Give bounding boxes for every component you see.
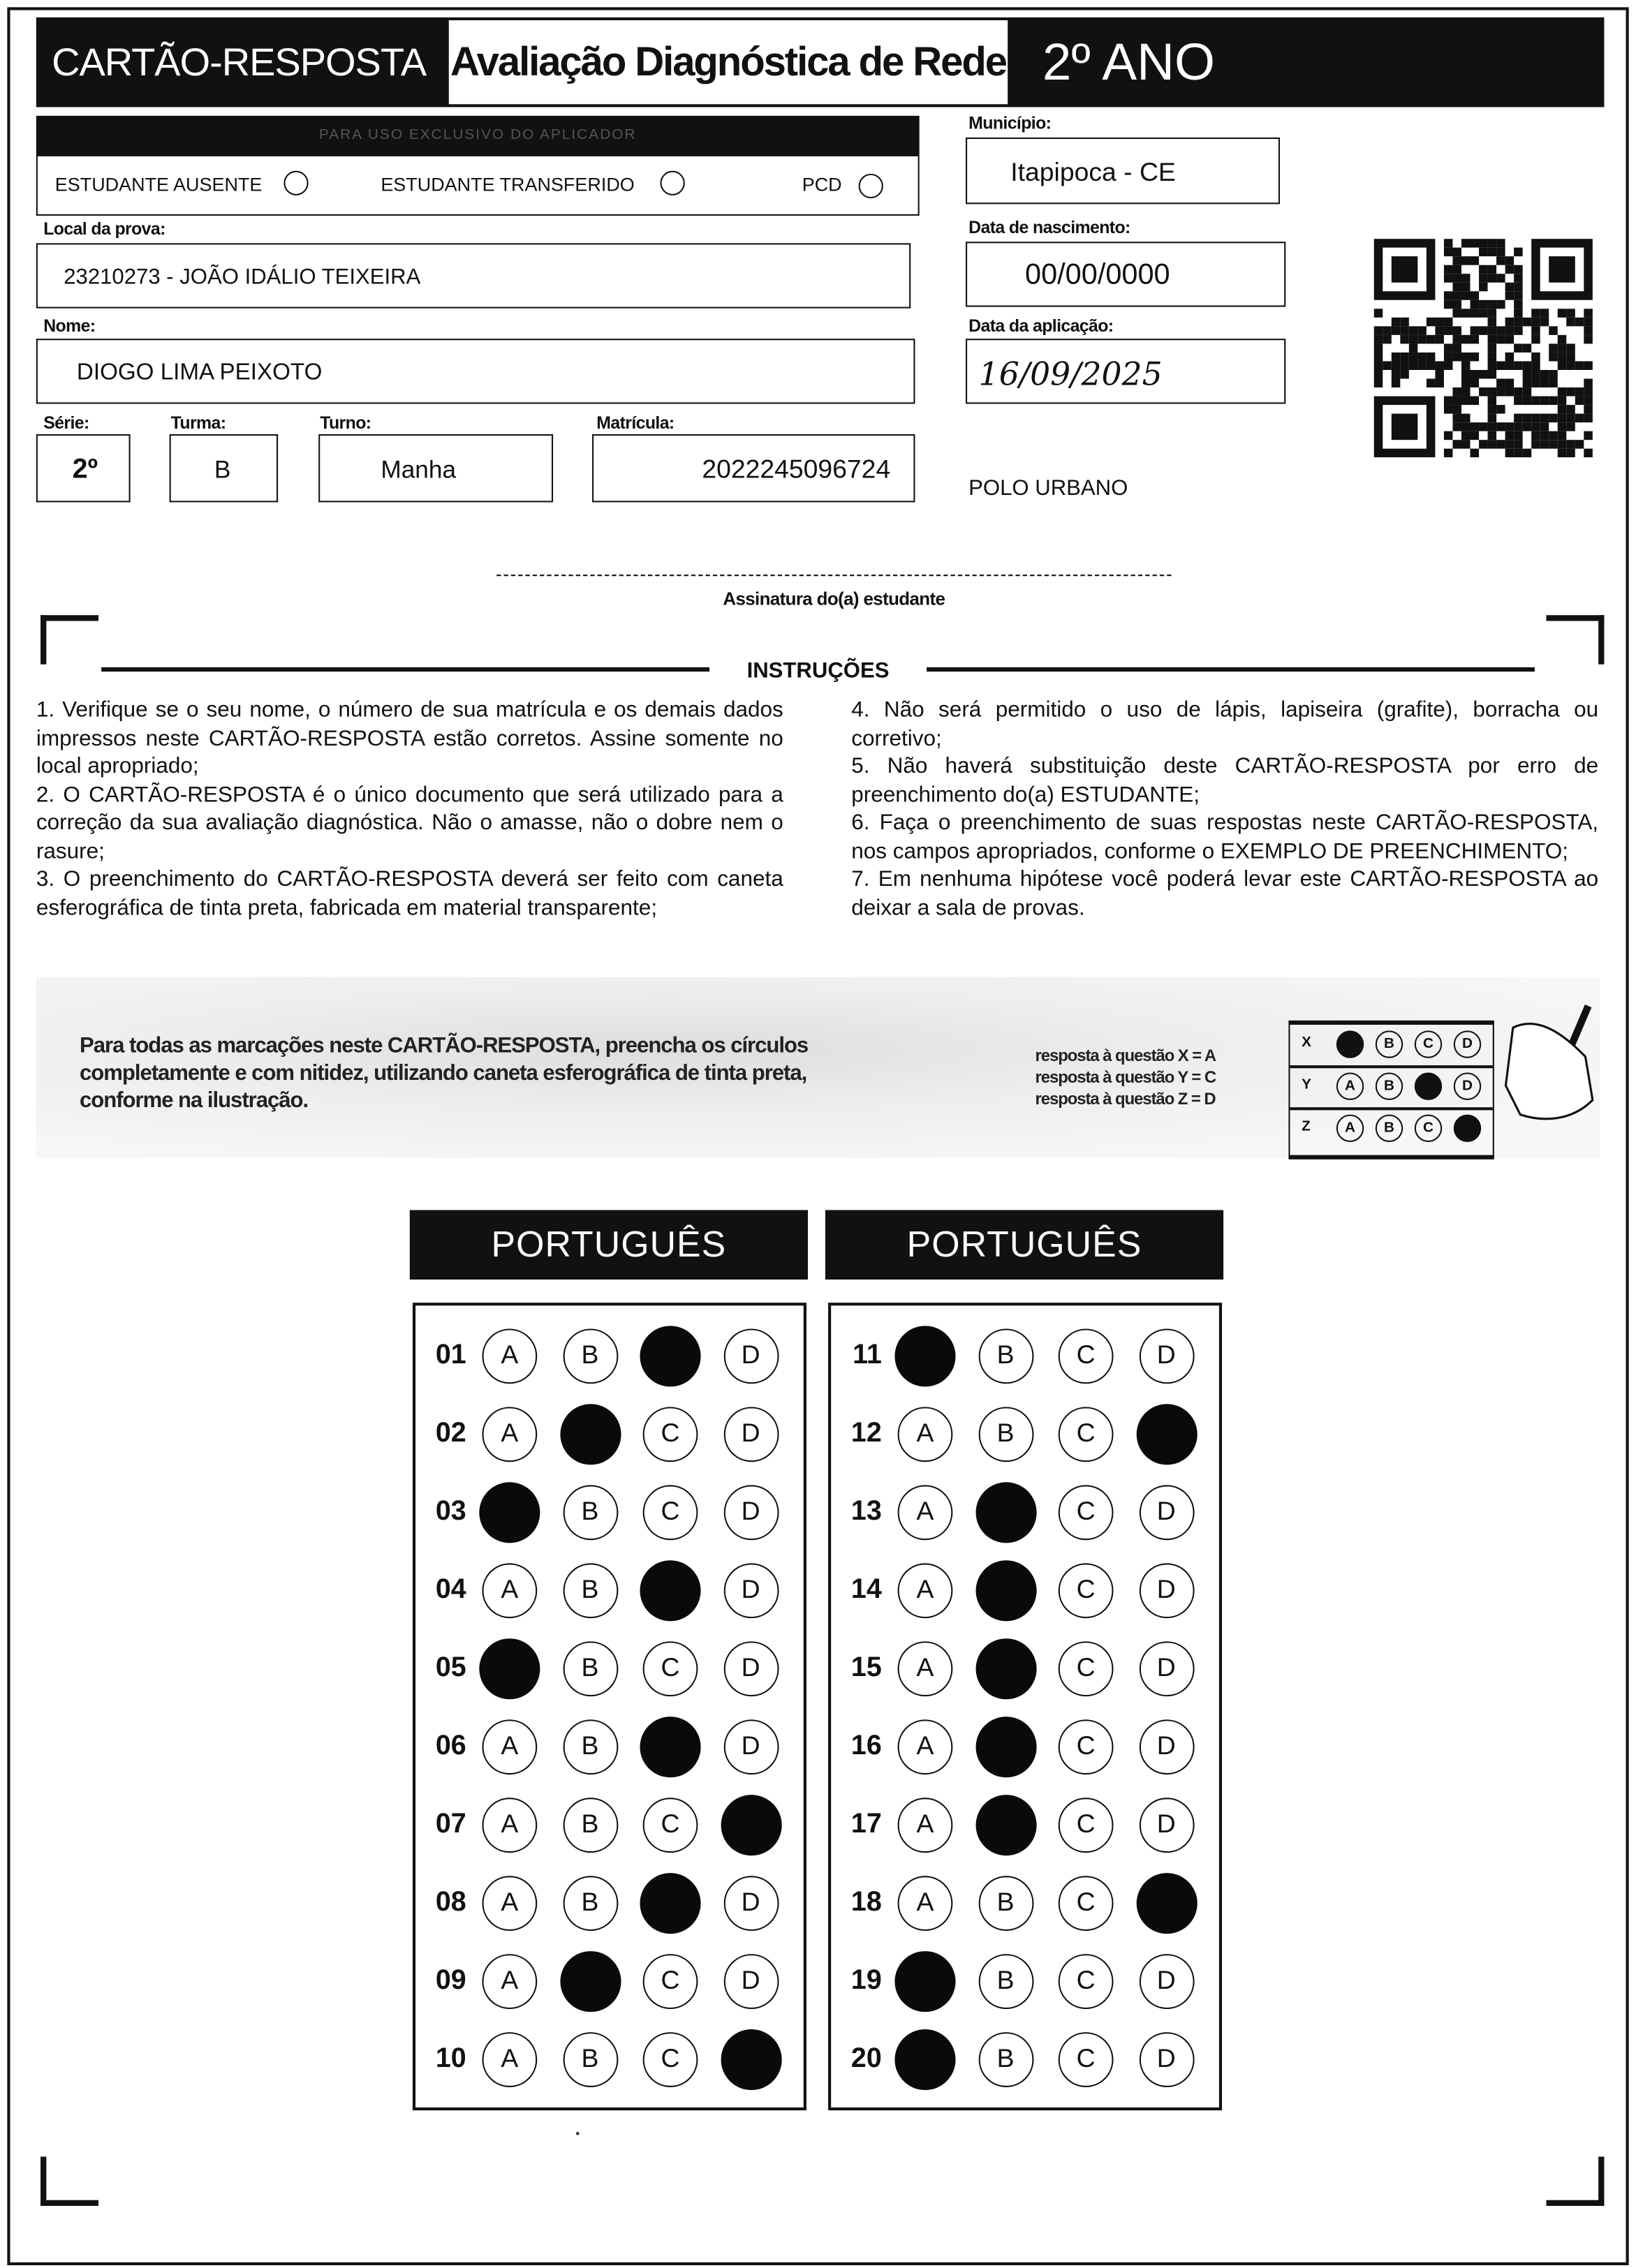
- speck: [576, 2132, 579, 2135]
- question-row: [410, 1562, 808, 1620]
- example-bubble: [1415, 1072, 1442, 1099]
- example-bubble: B: [1376, 1115, 1403, 1142]
- example-row-label: X: [1302, 1035, 1311, 1051]
- absent-checkbox[interactable]: [283, 171, 308, 195]
- turno-value: Manha: [381, 456, 457, 484]
- bubble-d[interactable]: D: [723, 1719, 779, 1774]
- bubble-b[interactable]: B: [563, 1328, 618, 1384]
- bubble-c-filled[interactable]: [640, 1717, 700, 1777]
- bubble-a-filled[interactable]: [894, 1951, 955, 2012]
- bubble-d[interactable]: D: [1139, 1719, 1194, 1774]
- example-bubble: D: [1454, 1072, 1481, 1099]
- instructions-title: INSTRUÇÕES: [746, 658, 890, 683]
- bubble-d[interactable]: D: [723, 1485, 779, 1540]
- status-label: ESTUDANTE AUSENTE: [54, 173, 263, 195]
- question-row: [825, 1952, 1223, 2010]
- example-legend: [1036, 1046, 1216, 1111]
- bubble-d-filled[interactable]: [721, 1795, 781, 1855]
- question-number: 03: [435, 1496, 466, 1527]
- polo-label: POLO URBANO: [968, 476, 1128, 501]
- bubble-a-filled[interactable]: [894, 1326, 955, 1386]
- question-row: [410, 1718, 808, 1776]
- question-row: [410, 1874, 808, 1932]
- bubble-b-filled[interactable]: [975, 1560, 1036, 1621]
- bubble-a[interactable]: A: [898, 1641, 953, 1696]
- bubble-c[interactable]: C: [1059, 1485, 1114, 1540]
- bubble-d[interactable]: D: [723, 1641, 779, 1696]
- bubble-b[interactable]: B: [563, 2032, 618, 2087]
- example-row: [1290, 1067, 1492, 1110]
- bubble-c[interactable]: C: [1059, 1954, 1114, 2009]
- bubble-b-filled[interactable]: [975, 1482, 1036, 1543]
- bubble-b[interactable]: B: [978, 2032, 1033, 2087]
- question-number: 08: [435, 1887, 466, 1918]
- question-number: 07: [435, 1809, 466, 1840]
- bubble-b[interactable]: B: [978, 1407, 1033, 1462]
- divider: [101, 667, 709, 672]
- question-number: 17: [850, 1809, 882, 1840]
- bubble-c[interactable]: C: [643, 2032, 698, 2087]
- bubble-a[interactable]: A: [482, 1954, 537, 2009]
- bubble-a[interactable]: A: [482, 1407, 537, 1462]
- bubble-a[interactable]: A: [898, 1719, 953, 1774]
- subject-header: PORTUGUÊS: [825, 1210, 1223, 1280]
- bubble-c-filled[interactable]: [640, 1560, 700, 1621]
- question-number: 05: [435, 1652, 466, 1684]
- bubble-b[interactable]: B: [563, 1876, 618, 1931]
- bubble-a[interactable]: A: [482, 1328, 537, 1384]
- nome-value: DIOGO LIMA PEIXOTO: [76, 360, 323, 385]
- bubble-d-filled[interactable]: [1136, 1873, 1197, 1934]
- bubble-c[interactable]: C: [643, 1641, 698, 1696]
- corner-mark: [1546, 2157, 1604, 2206]
- bubble-a[interactable]: A: [898, 1563, 953, 1618]
- question-number: 15: [850, 1652, 882, 1684]
- example-bubble: A: [1336, 1115, 1364, 1142]
- local-label: Local da prova:: [43, 218, 165, 239]
- bubble-a[interactable]: A: [482, 1563, 537, 1618]
- bubble-a[interactable]: A: [898, 1876, 953, 1931]
- bubble-d-filled[interactable]: [1136, 1404, 1197, 1465]
- example-bubble: [1336, 1030, 1364, 1058]
- example-bubble: D: [1454, 1030, 1481, 1058]
- subject-header: PORTUGUÊS: [410, 1210, 808, 1280]
- question-number: 13: [850, 1496, 882, 1527]
- example-bubble: A: [1336, 1072, 1364, 1099]
- status-label: PCD: [802, 173, 842, 195]
- question-row: [825, 1718, 1223, 1776]
- bubble-d[interactable]: D: [1139, 2032, 1194, 2087]
- question-number: 10: [435, 2043, 466, 2075]
- question-row: [825, 1640, 1223, 1698]
- status-label: ESTUDANTE TRANSFERIDO: [381, 173, 635, 195]
- instructions-left: 1. Verifique se o seu nome, o número de sua matrícula e os demais dados impressos neste CARTÃO-RESPOSTA estão corretos. Assine somente no local apropriado; 2. O CARTÃO-RESPOSTA é o único documento que será utilizado para a correção da sua avaliação diagnóstica. Não o amasse, não o dobre nem o rasure; 3. O preenchimento do CARTÃO-RESPOSTA deverá ser feito com caneta esferográfica de tinta preta, fabricada em material transparente;: [36, 697, 783, 920]
- bubble-a[interactable]: A: [482, 2032, 537, 2087]
- example-bubble: B: [1376, 1030, 1403, 1058]
- question-row: [825, 1874, 1223, 1932]
- bubble-a[interactable]: A: [482, 1876, 537, 1931]
- bubble-a[interactable]: A: [898, 1407, 953, 1462]
- bubble-d[interactable]: D: [723, 1954, 779, 2009]
- example-bubble: C: [1415, 1115, 1442, 1142]
- nascimento-value: 00/00/0000: [1025, 259, 1170, 291]
- question-number: 14: [850, 1574, 882, 1606]
- legend-line: resposta à questão Y = C: [1035, 1069, 1216, 1088]
- example-row-label: Z: [1302, 1118, 1311, 1135]
- question-number: 02: [435, 1418, 466, 1449]
- bubble-d-filled[interactable]: [721, 2029, 781, 2090]
- nascimento-label: Data de nascimento:: [968, 217, 1130, 238]
- bubble-d[interactable]: D: [1139, 1485, 1194, 1540]
- example-bubble: C: [1415, 1030, 1442, 1058]
- bubble-c[interactable]: C: [643, 1798, 698, 1853]
- aplicacao-handwritten: 16/09/2025: [978, 357, 1163, 394]
- signature-line: [496, 575, 1171, 576]
- applicator-bar: PARA USO EXCLUSIVO DO APLICADOR: [36, 116, 920, 156]
- nome-label: Nome:: [43, 316, 96, 336]
- bubble-b[interactable]: B: [563, 1563, 618, 1618]
- bubble-c-filled[interactable]: [640, 1873, 700, 1934]
- qr-code: [1373, 239, 1594, 457]
- bubble-c[interactable]: C: [1059, 1641, 1114, 1696]
- local-value: 23210273 - JOÃO IDÁLIO TEIXEIRA: [64, 265, 421, 290]
- bubble-b[interactable]: B: [563, 1485, 618, 1540]
- bubble-a-filled[interactable]: [479, 1482, 540, 1543]
- nascimento-field: [966, 242, 1285, 306]
- signature-label: Assinatura do(a) estudante: [723, 588, 945, 609]
- question-row: [410, 1405, 808, 1463]
- turma-label: Turma:: [170, 412, 226, 433]
- question-row: [825, 1405, 1223, 1463]
- municipio-value: Itapipoca - CE: [1010, 158, 1176, 187]
- serie-value: 2º: [72, 454, 98, 485]
- bubble-d[interactable]: D: [723, 1876, 779, 1931]
- bubble-c[interactable]: C: [643, 1485, 698, 1540]
- bubble-c[interactable]: C: [1059, 1407, 1114, 1462]
- bubble-b[interactable]: B: [978, 1954, 1033, 2009]
- question-row: [410, 1952, 808, 2010]
- bubble-c[interactable]: C: [1059, 1563, 1114, 1618]
- bubble-a[interactable]: A: [898, 1798, 953, 1853]
- question-row: [825, 1483, 1223, 1541]
- turno-field: [318, 434, 553, 502]
- bubble-d[interactable]: D: [723, 1563, 779, 1618]
- example-row-label: Y: [1302, 1076, 1311, 1093]
- corner-mark: [40, 2157, 98, 2206]
- bubble-b-filled[interactable]: [975, 1795, 1036, 1855]
- question-number: 01: [435, 1340, 466, 1371]
- question-row: [410, 2031, 808, 2089]
- serie-label: Série:: [43, 412, 89, 433]
- question-number: 16: [850, 1730, 882, 1762]
- question-row: [410, 1796, 808, 1854]
- question-row: [825, 1796, 1223, 1854]
- bubble-c[interactable]: C: [1059, 1328, 1114, 1384]
- local-field: [36, 243, 911, 308]
- example-text: Para todas as marcações neste CARTÃO-RESPOSTA, preencha os círculos completamente e com nitidez, utilizando caneta esferográfica de tinta preta, conforme na ilustração.: [80, 1033, 809, 1113]
- question-row: [825, 2031, 1223, 2089]
- bubble-b[interactable]: B: [563, 1641, 618, 1696]
- bubble-b-filled[interactable]: [975, 1717, 1036, 1777]
- pcd-checkbox[interactable]: [859, 174, 883, 198]
- example-row: [1290, 1109, 1492, 1149]
- municipio-field: [966, 138, 1280, 204]
- corner-mark: [40, 615, 98, 664]
- turma-field: [170, 434, 279, 502]
- divider: [927, 667, 1535, 672]
- bubble-a[interactable]: A: [482, 1719, 537, 1774]
- bubble-c[interactable]: C: [1059, 1719, 1114, 1774]
- question-number: 18: [850, 1887, 882, 1918]
- matricula-value: 2022245096724: [702, 454, 891, 484]
- bubble-c-filled[interactable]: [640, 1326, 700, 1386]
- question-number: 04: [435, 1574, 466, 1606]
- bubble-b-filled[interactable]: [559, 1951, 620, 2012]
- bubble-a[interactable]: A: [898, 1485, 953, 1540]
- bubble-c[interactable]: C: [1059, 2032, 1114, 2087]
- bubble-d[interactable]: D: [1139, 1328, 1194, 1384]
- bubble-b-filled[interactable]: [975, 1638, 1036, 1699]
- example-grid: [1288, 1021, 1494, 1159]
- card-title: CARTÃO-RESPOSTA: [52, 40, 427, 84]
- instructions-right: 4. Não será permitido o uso de lápis, lapiseira (grafite), borracha ou corretivo; 5. Não haverá substituição deste CARTÃO-RESPOSTA por erro de preenchimento do(a) ESTUDANTE; 6. Faça o preenchimento de suas respostas neste CARTÃO-RESPOSTA, nos campos apropriados, conforme o EXEMPLO DE PREENCHIMENTO; 7. Em nenhuma hipótese você poderá levar este CARTÃO-RESPOSTA ao deixar a sala de provas.: [851, 697, 1599, 920]
- bubble-d[interactable]: D: [1139, 1954, 1194, 2009]
- nome-field: [36, 339, 915, 403]
- bubble-d[interactable]: D: [1139, 1641, 1194, 1696]
- transferred-checkbox[interactable]: [661, 171, 685, 195]
- question-number: 11: [853, 1340, 882, 1371]
- turno-label: Turno:: [320, 412, 371, 433]
- bubble-a-filled[interactable]: [479, 1638, 540, 1699]
- aplicacao-field: [966, 339, 1285, 403]
- bubble-d[interactable]: D: [1139, 1798, 1194, 1853]
- bubble-d[interactable]: D: [1139, 1563, 1194, 1618]
- legend-line: resposta à questão Z = D: [1035, 1091, 1216, 1109]
- bubble-b[interactable]: B: [978, 1876, 1033, 1931]
- matricula-label: Matrícula:: [596, 412, 675, 433]
- serie-field: [36, 434, 131, 502]
- legend-line: resposta à questão X = A: [1035, 1048, 1216, 1066]
- question-number: 06: [435, 1730, 466, 1762]
- bubble-b[interactable]: B: [563, 1719, 618, 1774]
- bubble-d[interactable]: D: [723, 1328, 779, 1384]
- question-number: 12: [850, 1418, 882, 1449]
- question-row: [410, 1327, 808, 1385]
- assessment-title: Avaliação Diagnóstica de Rede: [449, 20, 1008, 104]
- matricula-field: [592, 434, 915, 502]
- bubble-b-filled[interactable]: [559, 1404, 620, 1465]
- turma-value: B: [214, 456, 231, 484]
- question-number: 20: [850, 2043, 882, 2075]
- question-row: [825, 1327, 1223, 1385]
- bubble-a[interactable]: A: [482, 1798, 537, 1853]
- bubble-b[interactable]: B: [978, 1328, 1033, 1384]
- aplicacao-label: Data da aplicação:: [968, 316, 1114, 336]
- question-row: [410, 1640, 808, 1698]
- bubble-a-filled[interactable]: [894, 2029, 955, 2090]
- bubble-d[interactable]: D: [723, 1407, 779, 1462]
- bubble-b[interactable]: B: [563, 1798, 618, 1853]
- question-number: 19: [850, 1965, 882, 1996]
- example-row: [1290, 1025, 1492, 1068]
- question-row: [825, 1562, 1223, 1620]
- grade-title: 2º ANO: [1042, 31, 1216, 91]
- hand-pen-icon: [1484, 999, 1600, 1143]
- question-row: [410, 1483, 808, 1541]
- bubble-c[interactable]: C: [1059, 1798, 1114, 1853]
- bubble-c[interactable]: C: [643, 1954, 698, 2009]
- question-number: 09: [435, 1965, 466, 1996]
- example-bubble: [1454, 1115, 1481, 1142]
- bubble-c[interactable]: C: [643, 1407, 698, 1462]
- example-bubble: B: [1376, 1072, 1403, 1099]
- bubble-c[interactable]: C: [1059, 1876, 1114, 1931]
- municipio-label: Município:: [968, 112, 1052, 133]
- status-options: [36, 156, 920, 216]
- corner-mark: [1546, 615, 1604, 664]
